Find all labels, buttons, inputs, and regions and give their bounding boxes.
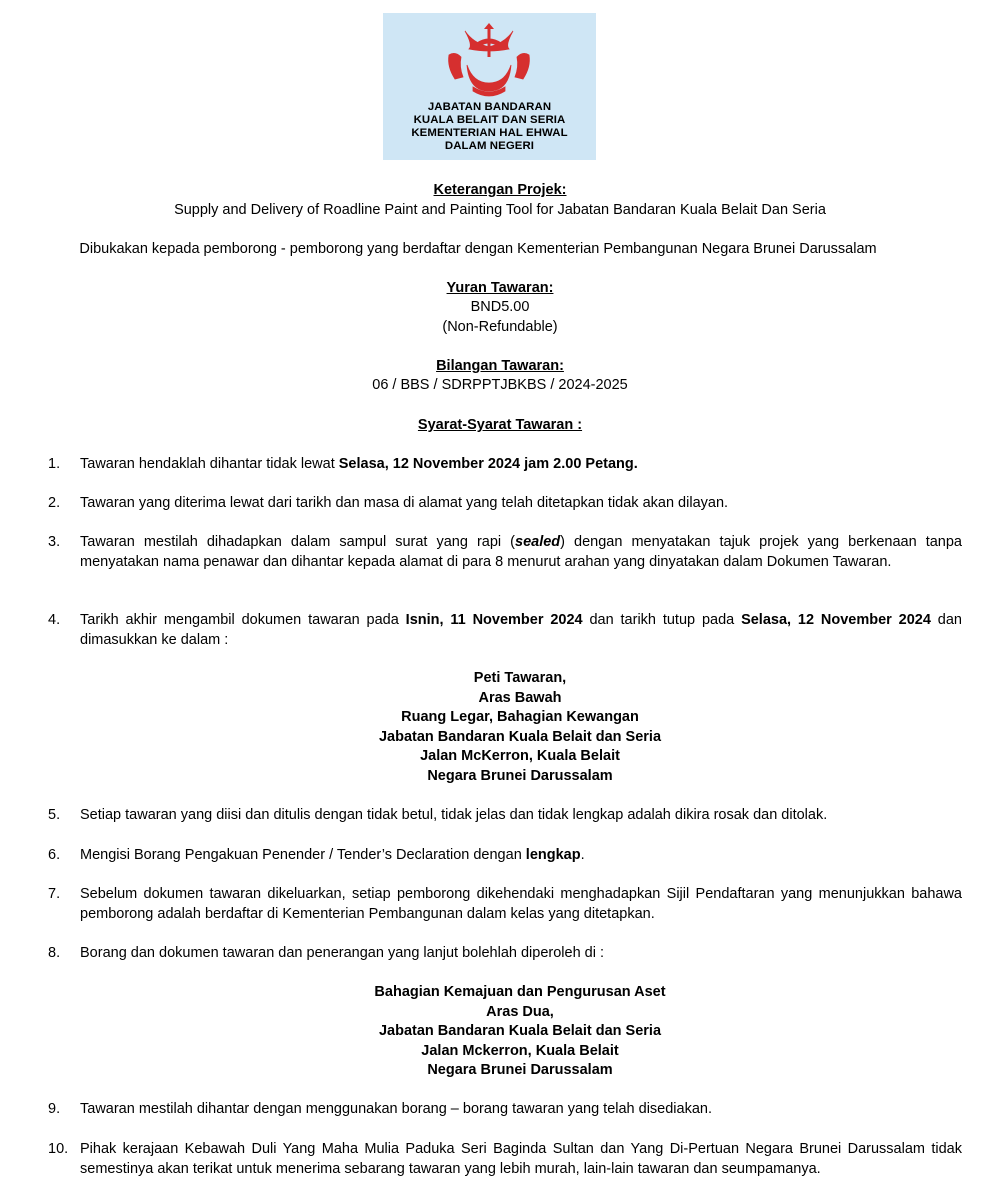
condition-number: 8. [48, 945, 61, 961]
condition-item-2 [48, 494, 962, 514]
address-line: Aras Bawah [478, 689, 562, 706]
fee-amount: BND5.00 [470, 299, 530, 315]
condition-sealed-term: sealed [515, 534, 561, 550]
condition-number: 7. [48, 886, 61, 902]
condition-collection-date: Isnin, 11 November 2024 [405, 612, 583, 628]
condition-text: Pihak kerajaan Kebawah Duli Yang Maha Mulia Paduka Seri Baginda Sultan dan Yang Di-Pertuan Negara Brunei Darussalam tidak semestinya akan terikat untuk menerima sebarang tawaran yang lebih murah, lain-lain tawaran dan seumpamanya. [80, 1141, 962, 1177]
department-name [383, 101, 596, 153]
address-line: Jalan McKerron, Kuala Belait [420, 748, 620, 765]
conditions-heading: Syarat-Syarat Tawaran : [417, 417, 583, 433]
condition-number: 2. [48, 495, 61, 511]
fee-heading: Yuran Tawaran: [446, 280, 554, 296]
document-collection-address [0, 983, 1000, 1081]
condition-text: Tawaran mestilah dihantar dengan menggunakan borang – borang tawaran yang telah disediakan. [80, 1101, 712, 1117]
condition-item-5 [48, 806, 962, 826]
fee-note: (Non-Refundable) [442, 319, 558, 335]
address-line: Aras Dua, [486, 1003, 554, 1020]
condition-item-3 [48, 533, 962, 572]
address-line: Peti Tawaran, [473, 670, 567, 686]
condition-text: Tawaran hendaklah dihantar tidak lewat [80, 456, 339, 472]
address-line: Negara Brunei Darussalam [427, 767, 613, 784]
condition-text: Tawaran yang diterima lewat dari tarikh dan masa di alamat yang telah ditetapkan tidak akan dilayan. [80, 495, 729, 511]
condition-item-9 [48, 1100, 962, 1120]
condition-item-8 [48, 944, 962, 964]
tender-number-heading: Bilangan Tawaran: [436, 358, 564, 374]
address-line: Jabatan Bandaran Kuala Belait dan Seria [378, 1023, 662, 1040]
condition-closing-date: Selasa, 12 November 2024 [741, 612, 931, 628]
condition-number: 9. [48, 1101, 61, 1117]
tender-box-address [0, 669, 1000, 787]
condition-item-1 [48, 455, 962, 475]
project-open-to: Dibukakan kepada pemborong - pemborong yang berdaftar dengan Kementerian Pembangunan Negara Brunei Darussalam [79, 241, 877, 257]
department-logo [383, 13, 596, 160]
condition-text: Tawaran mestilah dihadapkan dalam sampul surat yang rapi ( [80, 534, 515, 550]
condition-emphasis: lengkap [525, 847, 581, 863]
condition-item-7 [48, 885, 962, 924]
condition-number: 4. [48, 612, 61, 628]
condition-item-6 [48, 846, 962, 866]
condition-text: ) dengan menyatakan tajuk projek yang berkenaan tanpa menyatakan nama penawar dan dihantar kepada alamat di para 8 menurut arahan yang dinyatakan dalam Dokumen Tawaran. [80, 534, 962, 570]
condition-number: 3. [48, 534, 61, 550]
condition-text: Borang dan dokumen tawaran dan penerangan yang lanjut bolehlah diperoleh di : [80, 945, 605, 961]
condition-number: 5. [48, 807, 61, 823]
brunei-crest-icon [439, 21, 539, 101]
address-line: Jalan Mckerron, Kuala Belait [421, 1042, 619, 1059]
condition-number: 10. [48, 1141, 69, 1157]
department-line: JABATAN BANDARAN [427, 101, 552, 113]
department-line: KUALA BELAIT DAN SERIA [413, 114, 566, 126]
condition-item-4 [48, 611, 962, 650]
project-title: Supply and Delivery of Roadline Paint and Painting Tool for Jabatan Bandaran Kuala Belait Dan Seria [174, 202, 826, 218]
condition-text: Setiap tawaran yang diisi dan ditulis dengan tidak betul, tidak jelas dan tidak lengkap adalah dikira rosak dan ditolak. [80, 807, 828, 823]
condition-text: Sebelum dokumen tawaran dikeluarkan, setiap pemborong dikehendaki menghadapkan Sijil Pendaftaran yang menunjukkan bahawa pemborong adalah berdaftar di Kementerian Pembangunan dalam kelas yang ditetapkan. [80, 886, 962, 922]
condition-text: . [580, 847, 585, 863]
condition-deadline: Selasa, 12 November 2024 jam 2.00 Petang. [338, 456, 638, 472]
address-line: Negara Brunei Darussalam [427, 1062, 613, 1079]
condition-number: 6. [48, 847, 61, 863]
condition-text: dan dimasukkan ke dalam : [80, 612, 962, 648]
address-line: Bahagian Kemajuan dan Pengurusan Aset [374, 984, 666, 1000]
tender-number-value: 06 / BBS / SDRPPTJBKBS / 2024-2025 [372, 377, 628, 393]
condition-item-10 [48, 1140, 962, 1179]
project-heading: Keterangan Projek: [433, 182, 567, 198]
address-line: Ruang Legar, Bahagian Kewangan [401, 709, 639, 726]
condition-text: dan tarikh tutup pada [582, 612, 742, 628]
address-line: Jabatan Bandaran Kuala Belait dan Seria [378, 728, 662, 745]
condition-number: 1. [48, 456, 61, 472]
department-line: KEMENTERIAN HAL EHWAL [411, 127, 568, 139]
condition-text: Mengisi Borang Pengakuan Penender / Tender’s Declaration dengan [80, 847, 526, 863]
condition-text: Tarikh akhir mengambil dokumen tawaran pada [80, 612, 406, 628]
department-line: DALAM NEGERI [444, 140, 535, 152]
